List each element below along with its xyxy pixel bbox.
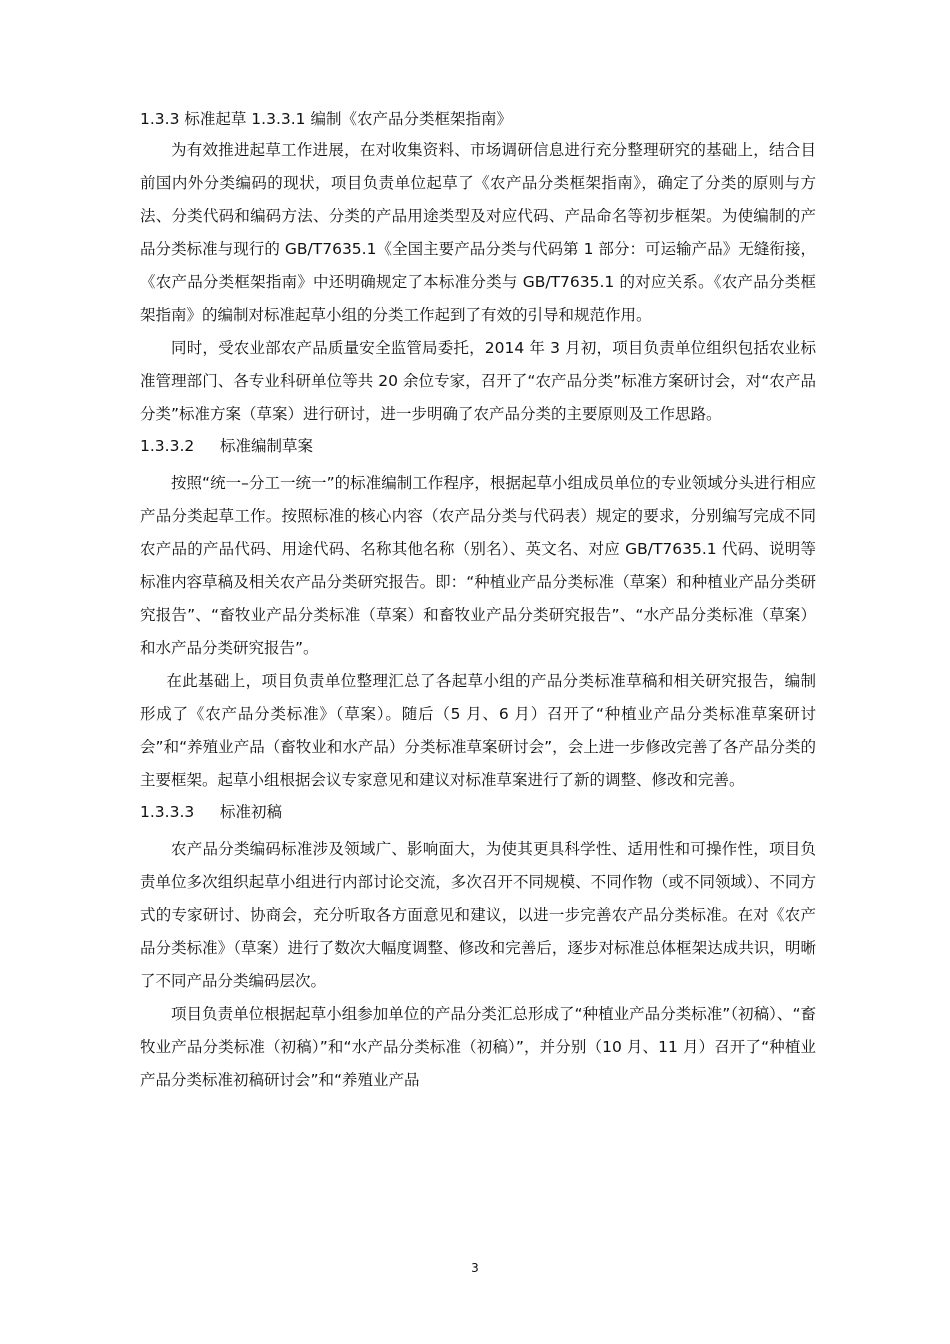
section-title: 标准编制草案 xyxy=(220,437,314,455)
paragraph: 按照“统一–分工一统一”的标准编制工作程序，根据起草小组成员单位的专业领域分头进行相应产品分类起草工作。按照标准的核心内容（农产品分类与代码表）规定的要求，分别编写完成不同农产品的产品代码、用途代码、名称其他名称（别名）、英文名、对应 GB/T7635.1 代码、说明等标准内容草稿及相关农产品分类研究报告。即：“种植业产品分类标准（草案）和种植业产品分类研究报告”、“畜牧业产品分类标准（草案）和畜牧业产品分类研究报告”、“水产品分类标准（草案）和水产品分类研究报告”。 xyxy=(140,474,816,657)
section-title: 标准初稿 xyxy=(220,803,283,821)
paragraph: 项目负责单位根据起草小组参加单位的产品分类汇总形成了“种植业产品分类标准”（初稿）、“畜牧业产品分类标准（初稿）”和“水产品分类标准（初稿）”，并分别（10 月、11 月）召开了“种植业产品分类标准初稿研讨会”和“养殖业产品 xyxy=(140,1005,816,1089)
paragraph: 为有效推进起草工作进展，在对收集资料、市场调研信息进行充分整理研究的基础上，结合目前国内外分类编码的现状，项目负责单位起草了《农产品分类框架指南》，确定了分类的原则与方法、分类代码和编码方法、分类的产品用途类型及对应代码、产品命名等初步框架。为使编制的产品分类标准与现行的 GB/T7635.1《全国主要产品分类与代码第 1 部分：可运输产品》无缝衔接，《农产品分类框架指南》中还明确规定了本标准分类与 GB/T7635.1 的对应关系。《农产品分类框架指南》的编制对标准起草小组的分类工作起到了有效的引导和规范作用。 xyxy=(140,141,816,324)
page-number: 3 xyxy=(471,1261,479,1275)
section-number: 1.3.3.3 xyxy=(140,803,195,821)
document-page xyxy=(140,104,816,1097)
section-heading-1-3-3-3 xyxy=(140,797,816,827)
paragraph: 同时，受农业部农产品质量安全监管局委托，2014 年 3 月初，项目负责单位组织包括农业标准管理部门、各专业科研单位等共 20 余位专家，召开了“农产品分类”标准方案研讨会，对“农产品分类”标准方案（草案）进行研讨，进一步明确了农产品分类的主要原则及工作思路。 xyxy=(140,339,816,423)
paragraph: 在此基础上，项目负责单位整理汇总了各起草小组的产品分类标准草稿和相关研究报告，编制形成了《农产品分类标准》（草案）。随后（5 月、6 月）召开了“种植业产品分类标准草案研讨会”和“养殖业产品（畜牧业和水产品）分类标准草案研讨会”，会上进一步修改完善了各产品分类的主要框架。起草小组根据会议专家意见和建议对标准草案进行了新的调整、修改和完善。 xyxy=(140,672,816,789)
section-heading-1-3-3-2 xyxy=(140,431,816,461)
paragraph: 农产品分类编码标准涉及领域广、影响面大，为使其更具科学性、适用性和可操作性，项目负责单位多次组织起草小组进行内部讨论交流，多次召开不同规模、不同作物（或不同领域）、不同方式的专家研讨、协商会，充分听取各方面意见和建议，以进一步完善农产品分类标准。在对《农产品分类标准》（草案）进行了数次大幅度调整、修改和完善后，逐步对标准总体框架达成共识，明晰了不同产品分类编码层次。 xyxy=(140,840,816,990)
section-number: 1.3.3.2 xyxy=(140,437,195,455)
section-heading-1-3-3: 1.3.3 标准起草 1.3.3.1 编制《农产品分类框架指南》 xyxy=(140,110,512,128)
